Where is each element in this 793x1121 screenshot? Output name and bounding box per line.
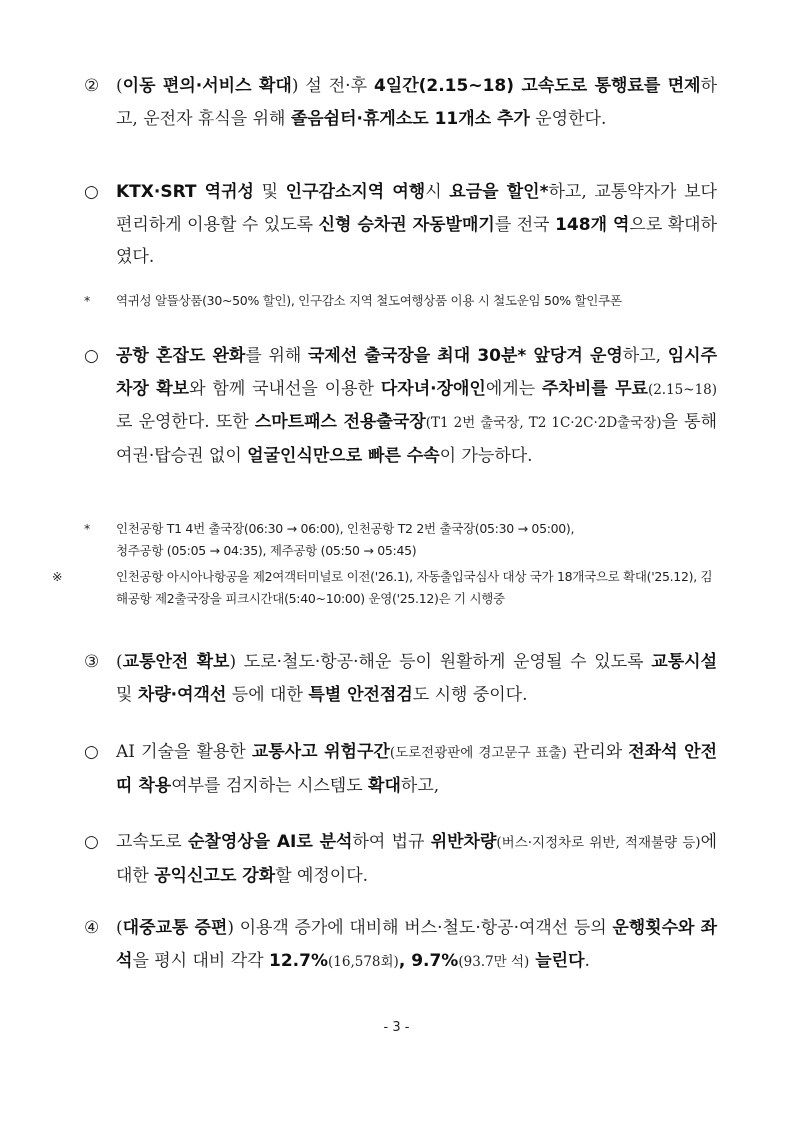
- section-3-marker: ③: [84, 652, 100, 672]
- page-number: - 3 -: [383, 1020, 410, 1035]
- reference-note: ※ 인천공항 아시아나항공을 제2여객터미널로 이전('26.1), 자동출입국심사 대상 국가 18개국으로 확대('25.12), 김해공항 제2출국장을 피크시간대(5:40~10:00) 운영('25.12)은 기 시행중: [52, 569, 713, 606]
- highway-bullet: ○ 고속도로 순찰영상을 AI로 분석하여 법규 위반차량(버스·지정차로 위반, 적재불량 등)에 대한 공익신고도 강화할 예정이다.: [84, 826, 717, 892]
- section-4-heading: 대중교통 증편: [122, 918, 228, 938]
- section-4-marker: ④: [84, 918, 100, 938]
- bullet-marker: ○: [84, 832, 99, 852]
- footnote-discount: * 역귀성 알뜰상품(30~50% 할인), 인구감소 지역 철도여행상품 이용 시 철도운임 50% 할인쿠폰: [84, 293, 622, 308]
- bullet-marker: ○: [84, 182, 99, 202]
- bullet-marker: ○: [84, 742, 99, 762]
- section-3-heading: 교통안전 확보: [122, 652, 230, 672]
- section-2-marker: ②: [84, 76, 100, 96]
- section-2-heading: 이동 편의·서비스 확대: [122, 76, 292, 96]
- section-4-paragraph: ④ (대중교통 증편) 이용객 증가에 대비해 버스·철도·항공·여객선 등의 운행횟수와 좌석을 평시 대비 각각 12.7%(16,578회), 9.7%(93.7만 석) 늘린다.: [84, 912, 717, 978]
- ktx-bullet: ○ KTX·SRT 역귀성 및 인구감소지역 여행시 요금을 할인*하고, 교통약자가 보다 편리하게 이용할 수 있도록 신형 승차권 자동발매기를 전국 148개 역으로 확대하였다.: [84, 176, 717, 274]
- section-2-paragraph: ② (이동 편의·서비스 확대) 설 전·후 4일간(2.15~18) 고속도로 통행료를 면제하고, 운전자 휴식을 위해 졸음쉼터·휴게소도 11개소 추가 운영한다.: [84, 70, 717, 135]
- ai-bullet: ○ AI 기술을 활용한 교통사고 위험구간(도로전광판에 경고문구 표출) 관리와 전좌석 안전띠 착용여부를 검지하는 시스템도 확대하고,: [84, 736, 717, 802]
- section-3-paragraph: ③ (교통안전 확보) 도로·철도·항공·해운 등이 원활하게 운영될 수 있도록 교통시설 및 차량·여객선 등에 대한 특별 안전점검도 시행 중이다.: [84, 646, 717, 711]
- footnote-departure-times: * 인천공항 T1 4번 출국장(06:30 → 06:00), 인천공항 T2 2번 출국장(05:30 → 05:00), 청주공항 (05:05 → 04:35), 제주공항 (05:50 → 05:45): [84, 521, 575, 558]
- bullet-marker: ○: [84, 346, 99, 366]
- airport-bullet: ○ 공항 혼잡도 완화를 위해 국제선 출국장을 최대 30분* 앞당겨 운영하고, 임시주차장 확보와 함께 국내선을 이용한 다자녀·장애인에게는 주차비를 무료(2.15~18)로 운영한다. 또한 스마트패스 전용출국장(T1 2번 출국장, T2 1C·2C·2D출국장)을 통해 여권·탑승권 없이 얼굴인식만으로 빠른 수속이 가능하다.: [84, 340, 717, 472]
